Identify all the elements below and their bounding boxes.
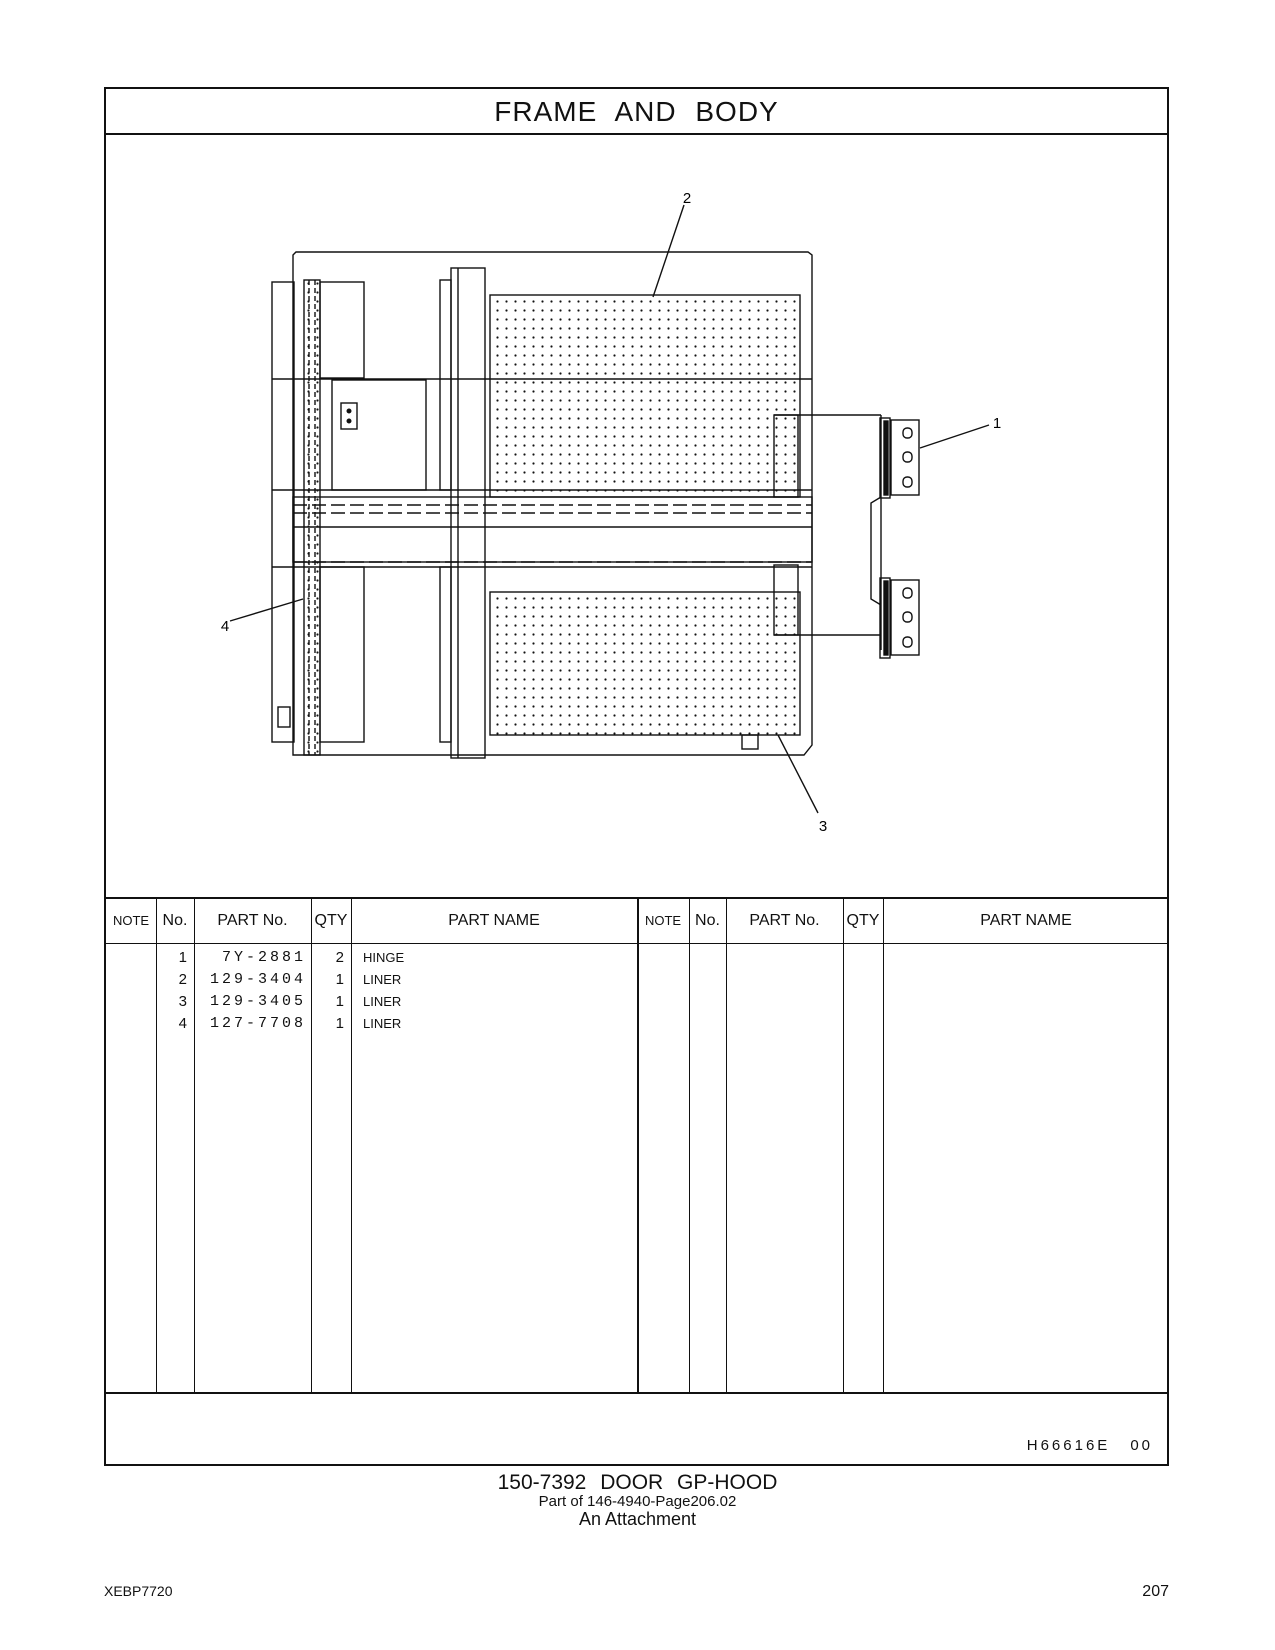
row-2-part-name: LINER xyxy=(363,972,402,987)
callout-2: 2 xyxy=(682,190,692,207)
row-4-qty: 1 xyxy=(335,1015,344,1032)
row-3-no: 3 xyxy=(178,993,187,1010)
parts-table xyxy=(106,897,1167,1394)
group-title: 150-7392 DOOR GP-HOOD xyxy=(497,1471,778,1494)
row-4-part-name: LINER xyxy=(363,1016,402,1031)
parts-drawing xyxy=(106,135,1167,897)
header-note: NOTE xyxy=(112,913,150,928)
page-title: FRAME AND BODY xyxy=(106,89,1167,135)
row-3-qty: 1 xyxy=(335,993,344,1010)
row-2-qty: 1 xyxy=(335,971,344,988)
header-part-name-2: PART NAME xyxy=(980,912,1072,929)
row-3-part-no: 129-3405 xyxy=(209,993,306,1010)
row-2-no: 2 xyxy=(178,971,187,988)
page-number: 207 xyxy=(1142,1583,1169,1600)
header-no: No. xyxy=(162,912,188,929)
row-1-no: 1 xyxy=(178,949,187,966)
door-assembly-drawing xyxy=(106,135,1167,897)
header-qty: QTY xyxy=(314,912,348,929)
row-1-part-no: 7Y-2881 xyxy=(221,949,306,966)
callout-1: 1 xyxy=(992,415,1002,432)
drawing-code xyxy=(1007,1437,1153,1454)
document-id: XEBP7720 xyxy=(104,1583,173,1599)
group-reference: Part of 146-4940-Page206.02 xyxy=(538,1493,737,1510)
row-1-qty: 2 xyxy=(335,949,344,966)
row-4-part-no: 127-7708 xyxy=(209,1015,306,1032)
callout-3: 3 xyxy=(818,818,828,835)
drawing-revision: 00 xyxy=(1130,1437,1153,1454)
row-1-part-name: HINGE xyxy=(363,950,405,965)
header-part-no-2: PART No. xyxy=(749,912,820,929)
row-2-part-no: 129-3404 xyxy=(209,971,306,988)
header-no-2: No. xyxy=(695,912,720,929)
row-4-no: 4 xyxy=(178,1015,187,1032)
header-part-no: PART No. xyxy=(217,912,288,929)
callout-4: 4 xyxy=(220,618,230,635)
page-footer xyxy=(0,1472,1275,1528)
drawing-number: H66616E xyxy=(1026,1437,1111,1454)
header-note-2: NOTE xyxy=(644,913,682,928)
header-part-name: PART NAME xyxy=(448,912,540,929)
parts-page-frame xyxy=(104,87,1169,1466)
row-3-part-name: LINER xyxy=(363,994,402,1009)
group-type: An Attachment xyxy=(578,1509,697,1529)
header-qty-2: QTY xyxy=(846,912,880,929)
